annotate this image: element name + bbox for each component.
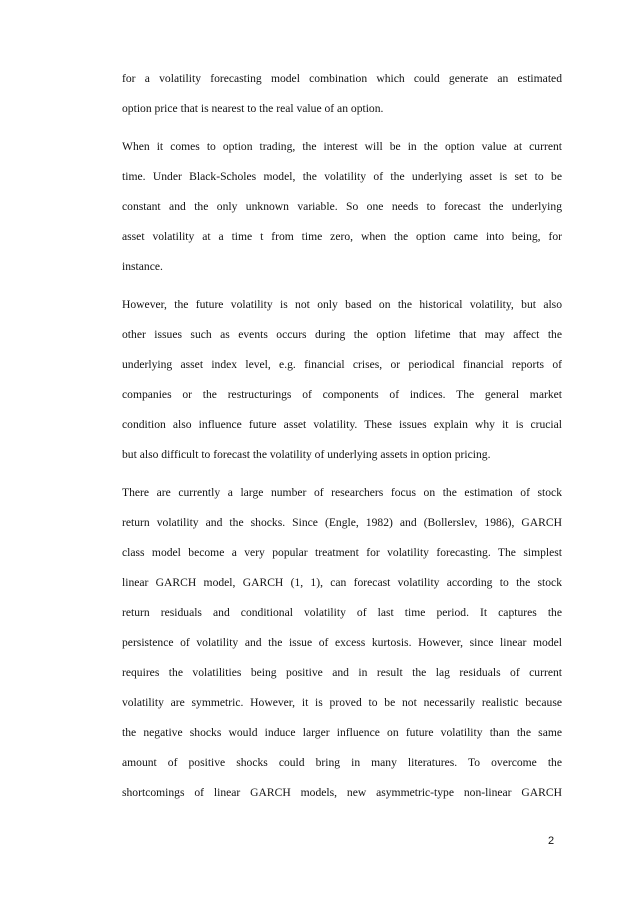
text-line: the negative shocks would induce larger influence on future volatility than the same	[122, 726, 562, 739]
text-line: instance.	[122, 260, 163, 273]
paragraph-spacer	[122, 282, 562, 290]
text-line: condition also influence future asset volatility. These issues explain why it is crucial	[122, 418, 562, 431]
text-line: requires the volatilities being positive and in result the lag residuals of current	[122, 666, 562, 679]
text-line: asset volatility at a time t from time zero, when the option came into being, for	[122, 230, 562, 243]
text-line: time. Under Black-Scholes model, the volatility of the underlying asset is set to be	[122, 170, 562, 183]
text-line: underlying asset index level, e.g. financial crises, or periodical financial reports of	[122, 358, 562, 371]
text-line: return residuals and conditional volatility of last time period. It captures the	[122, 606, 562, 619]
text-line: for a volatility forecasting model combination which could generate an estimated	[122, 72, 562, 85]
page-number: 2	[548, 835, 555, 847]
text-line: However, the future volatility is not only based on the historical volatility, but also	[122, 298, 562, 311]
text-line: volatility are symmetric. However, it is proved to be not necessarily realistic because	[122, 696, 562, 709]
text-line: linear GARCH model, GARCH (1, 1), can forecast volatility according to the stock	[122, 576, 562, 589]
paragraph-spacer	[122, 124, 562, 132]
paragraph-4	[122, 478, 562, 808]
text-line: persistence of volatility and the issue of excess kurtosis. However, since linear model	[122, 636, 562, 649]
text-line: amount of positive shocks could bring in many literatures. To overcome the	[122, 756, 562, 769]
text-line: shortcomings of linear GARCH models, new asymmetric-type non-linear GARCH	[122, 786, 562, 799]
paragraph-3	[122, 290, 562, 470]
text-line: but also difficult to forecast the volatility of underlying assets in option pricing.	[122, 448, 491, 461]
text-line: companies or the restructurings of components of indices. The general market	[122, 388, 562, 401]
body-text	[122, 64, 562, 808]
text-line: constant and the only unknown variable. So one needs to forecast the underlying	[122, 200, 562, 213]
text-line: option price that is nearest to the real value of an option.	[122, 102, 384, 115]
text-line: There are currently a large number of researchers focus on the estimation of stock	[122, 486, 562, 499]
text-line: other issues such as events occurs during the option lifetime that may affect the	[122, 328, 562, 341]
paragraph-2	[122, 132, 562, 282]
text-line: class model become a very popular treatment for volatility forecasting. The simplest	[122, 546, 562, 559]
paragraph-1	[122, 64, 562, 124]
paragraph-spacer	[122, 470, 562, 478]
text-line: return volatility and the shocks. Since (Engle, 1982) and (Bollerslev, 1986), GARCH	[122, 516, 562, 529]
text-line: When it comes to option trading, the interest will be in the option value at current	[122, 140, 562, 153]
